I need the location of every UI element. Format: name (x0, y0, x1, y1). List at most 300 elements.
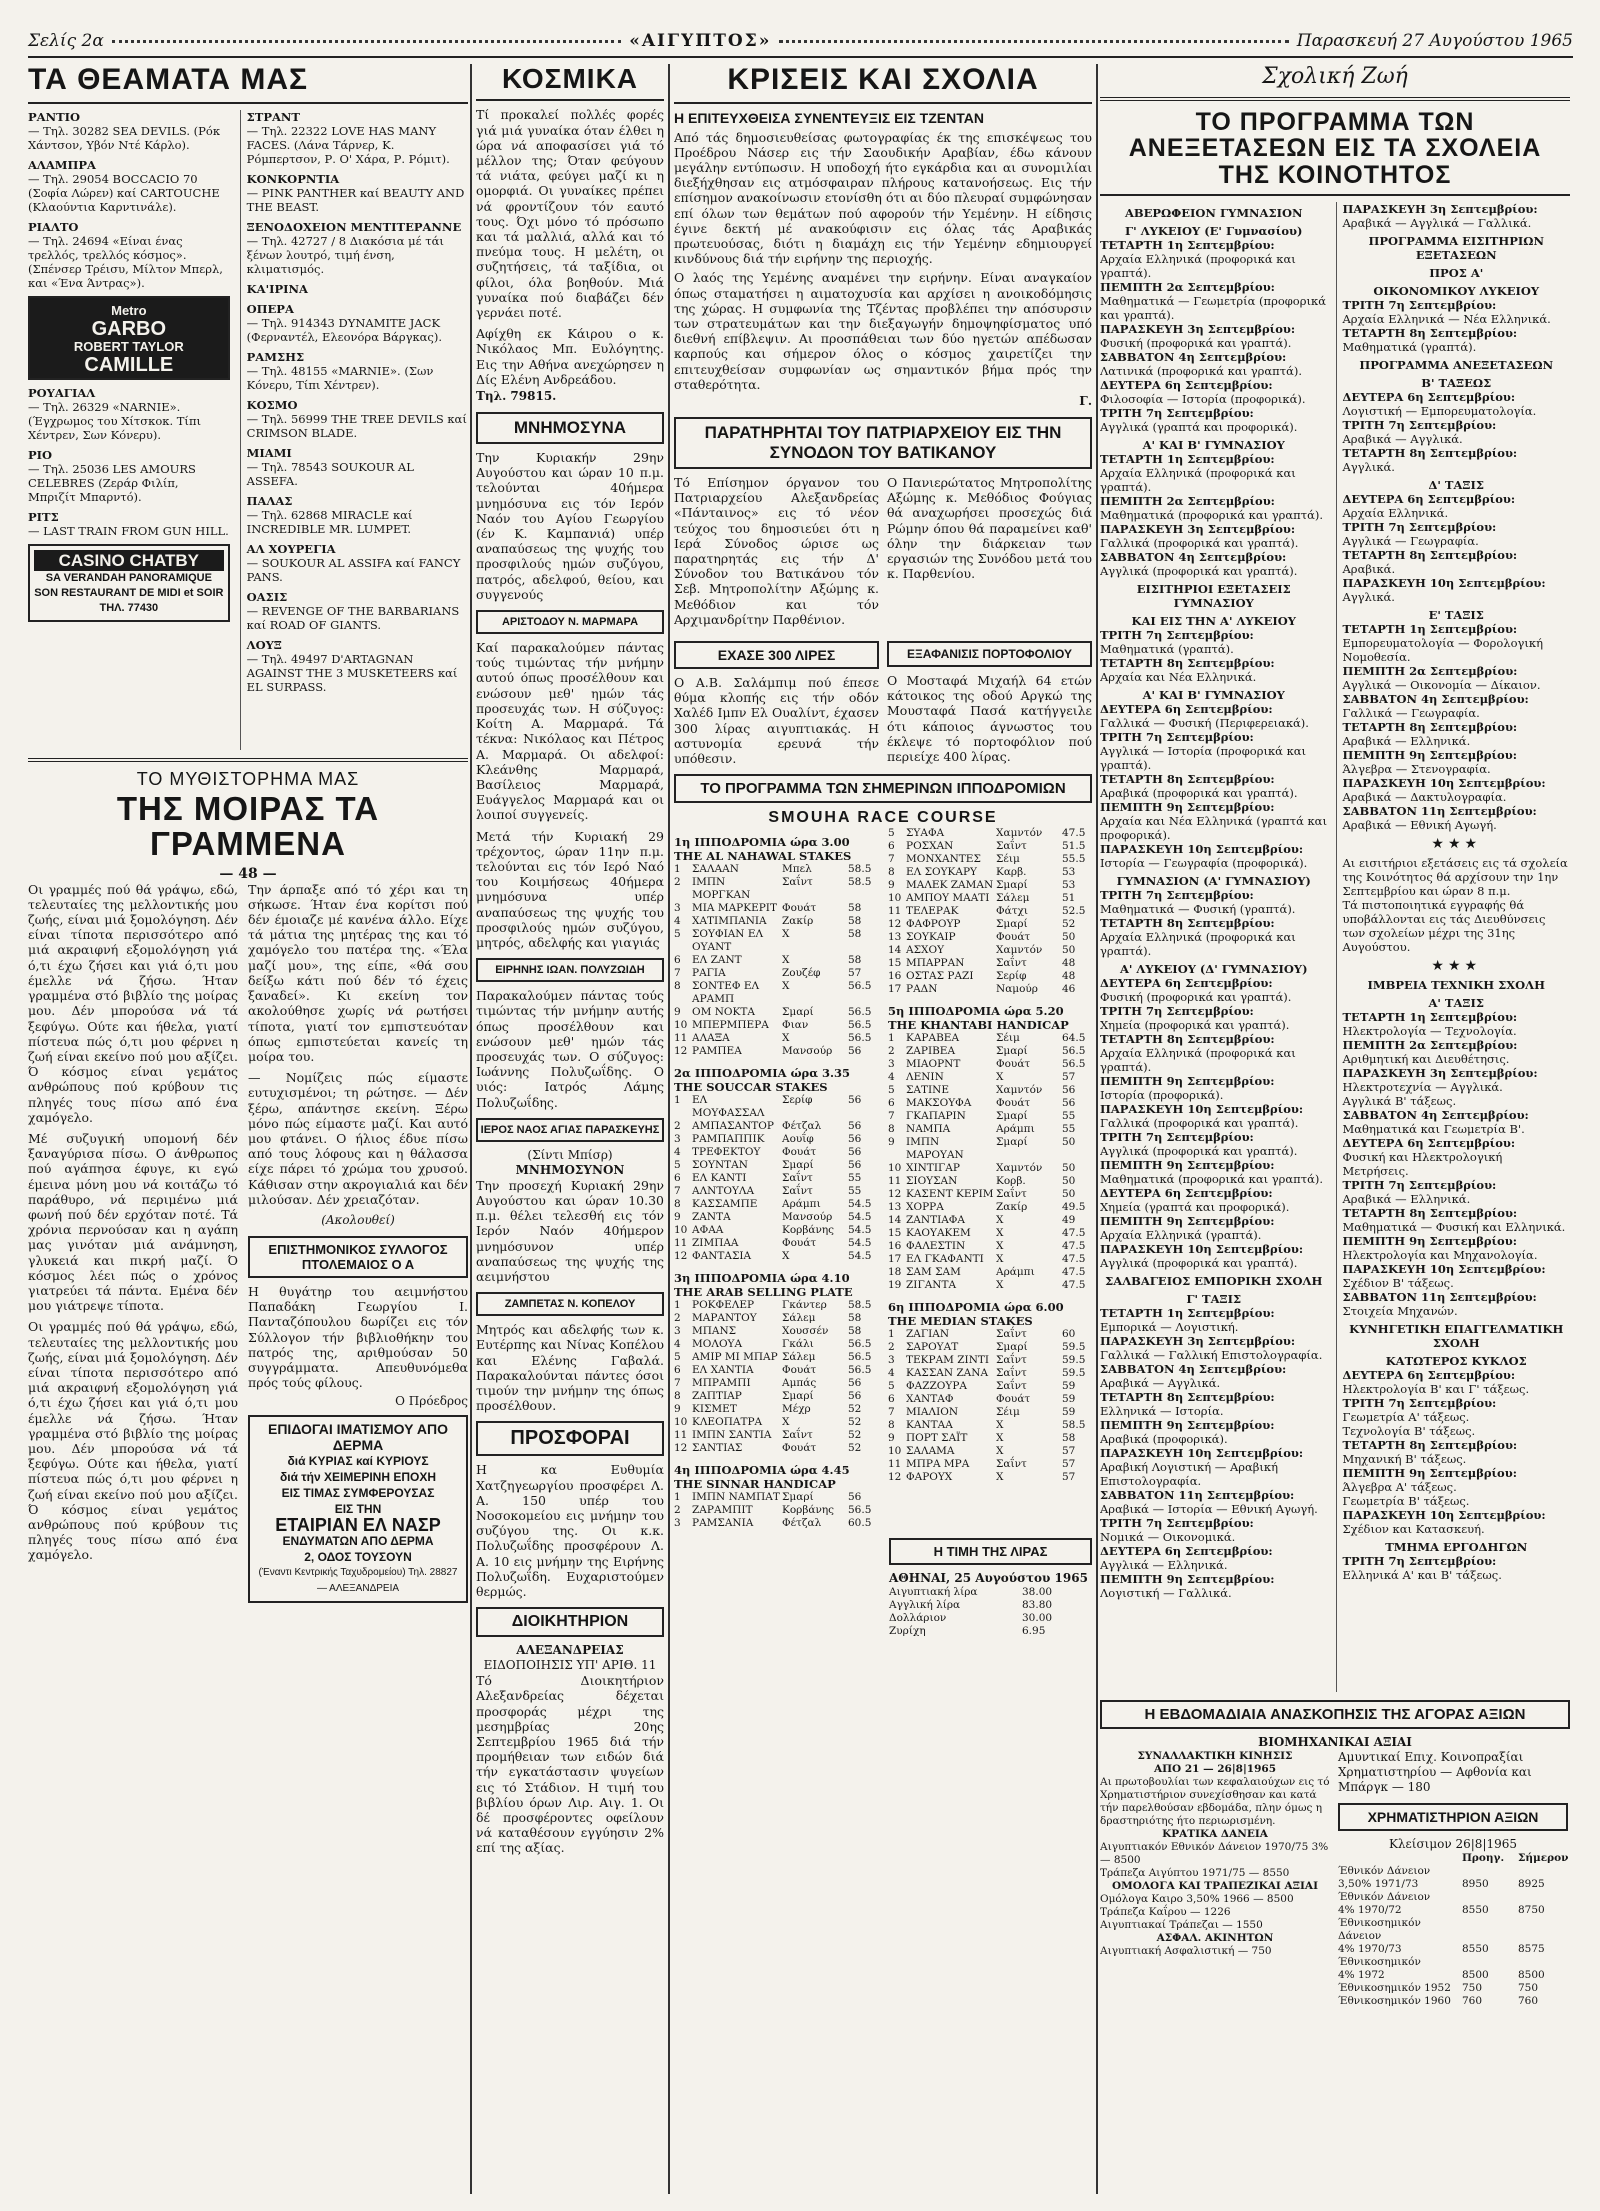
weight: 60 (1062, 1328, 1076, 1341)
exam-day: ΔΕΥΤΕΡΑ 6η Σεπτεμβρίου: (1100, 975, 1273, 990)
race-runner (888, 1058, 1092, 1071)
horse-name: ΑΜΠΑΣΑΝΤΟΡ (692, 1120, 774, 1133)
jockey-name: Γκάλι (782, 1338, 814, 1351)
race-runner (674, 980, 878, 1006)
column-entertainment (28, 64, 468, 2194)
horse-name: ΜΠΕΡΜΠΕΡΑ (692, 1019, 769, 1032)
weight: 47.5 (1062, 1253, 1086, 1266)
race-runner (674, 1120, 878, 1133)
weight: 47.5 (1062, 1240, 1086, 1253)
exam-day: ΤΕΤΑΡΤΗ 8η Σεπτεμβρίου: (1342, 1437, 1518, 1452)
runner-number: 15 (888, 1227, 902, 1240)
race-runner (888, 1445, 1092, 1458)
runner-number: 9 (888, 879, 895, 892)
exam-day: ΠΕΜΠΤΗ 9η Σεπτεμβρίου: (1342, 1465, 1517, 1480)
jockey-name: Σαΐντ (996, 1380, 1027, 1393)
market-line: Αι πρωτοβουλίαι των κεφαλαιούχων εις τό Χρηματιστήριον συνεχίσθησαν και κατά τήν παρελθούσαν εβδομάδα, πλην όμως η δραστηριότης ήτο περιωρισμένη. (1100, 1775, 1330, 1827)
market-line: Αιγυπτιακαί Τράπεζαι — 1550 (1100, 1918, 1263, 1931)
race-runner (888, 957, 1092, 970)
race-runner (674, 915, 878, 928)
jockey-name: Μανσούρ (782, 1045, 833, 1058)
cinema-name: ΛΟΥΞ (246, 637, 282, 652)
race-runner (674, 1211, 878, 1224)
horse-name: ΕΛ ΓΚΑΦΑΝΤΙ (906, 1253, 984, 1266)
cinema-program: — REVENGE OF THE BARBARIANS καί ROAD OF GIANTS. (246, 603, 460, 632)
exam-subject: Αρχαία Ελληνικά (προφορικά και γραπτά). (1100, 251, 1296, 280)
weight: 50 (1062, 931, 1076, 944)
horse-name: ΦΑΦΡΟΥΡ (906, 918, 961, 931)
exam-day: ΠΑΡΑΣΚΕΥΗ 10η Σεπτεμβρίου: (1100, 1445, 1304, 1460)
exam-subject: Αραβικά — Ελληνικά. (1342, 733, 1471, 748)
jockey-name: Αμπάς (782, 1377, 817, 1390)
church-memorial-label: ΜΝΗΜΟΣΥΝΟΝ (515, 1162, 625, 1177)
cinema-listing (28, 510, 230, 538)
race-runner (674, 1403, 878, 1416)
exam-section-heading: Γ' ΛΥΚΕΙΟΥ (Ε' Γυμνασίου) (1125, 223, 1303, 238)
race-runner (888, 1458, 1092, 1471)
jockey-name: Χ (996, 1240, 1004, 1253)
races-title: ΤΟ ΠΡΟΓΡΑΜΜΑ ΤΩΝ ΣΗΜΕΡΙΝΩΝ ΙΠΠΟΔΡΟΜΙΩΝ (674, 774, 1092, 803)
weight: 47.5 (1062, 1266, 1086, 1279)
race-runner (674, 1133, 878, 1146)
exam-day: ΠΕΜΠΤΗ 2α Σεπτεμβρίου: (1342, 1037, 1518, 1052)
cinema-listing (28, 110, 230, 152)
runner-number: 4 (888, 1071, 895, 1084)
race-heading: 5η ΙΠΠΟΔΡΟΜΙΑ ώρα 5.20 THE KHANTABI HANDICAP (888, 1004, 1069, 1033)
cinema-listing (247, 350, 468, 392)
jockey-name: Φουάτ (782, 1442, 817, 1455)
exam-day: ΤΕΤΑΡΤΗ 1η Σεπτεμβρίου: (1342, 621, 1518, 636)
exam-subject: Γεωμετρία Β' τάξεως. (1342, 1493, 1470, 1508)
weight: 55 (1062, 1123, 1076, 1136)
jockey-name: Φουάτ (782, 1146, 817, 1159)
exam-subject: Αραβικά — Δακτυλογραφία. (1342, 789, 1507, 804)
exam-day: ΤΡΙΤΗ 7η Σεπτεμβρίου: (1100, 405, 1254, 420)
exam-subject: Αι εισιτήριοι εξετάσεις εις τά σχολεία της Κοινότητος θά αρχίσουν την 1ην Σεπτεμβρίου και ώραν 8 π.μ. (1342, 855, 1568, 898)
market-line: Τράπεζα Καΐρου — 1226 (1100, 1905, 1231, 1918)
short-news-text: Ο Α.Β. Σαλάμπιμ πού έπεσε θύμα κλοπής εις τήν οδόν Χαλέδ Ιμπν Ελ Ουαλίντ, έχασεν 300 λίρας αιγυπτιακάς. Η αστυνομία ερευνά τήν υπόθεσιν. (674, 674, 879, 766)
cinema-listing (247, 302, 468, 344)
stock-column-header (1338, 1852, 1462, 1865)
jockey-name: Σαΐντ (782, 1429, 813, 1442)
exam-subject: Αρχαία Ελληνικά (προφορικά και γραπτά). (1100, 1045, 1296, 1074)
runner-number: 5 (888, 1380, 895, 1393)
market-line: Αιγυπτιακή Ασφαλιστική — 750 (1100, 1944, 1272, 1957)
comments-text: Από τάς δημοσιευθείσας φωτογραφίας έκ της επισκέψεως του Προέδρου Νάσερ εις τήν Σαουδικήν Αραβίαν, έδω κάνουν μεγάλην εντύπωσιν. Η υποδοχή ήτο εγκάρδια και αι συνομιλίαι διεξήχθησαν εις ατμόσφαιραν πλήρους κατανοήσεως. Εις τήν επίσημον ανακοίνωσιν ετονίσθη ότι αι δύο πλευραί συμφώνησαν επί όλων των θεμάτων πού αφορούν τήν Υεμένην. Η είδησις έγινε δεκτή μέ ανακούφισιν εις όλας τάς Αραβικάς πρωτευούσας, διότι η διαμάχη εις τήν Υεμένην εδημιουργεί κινδύνους διά τήν ειρήνην της περιοχής. (674, 129, 1092, 267)
ad-line: ΕΝΔΥΜΑΤΩΝ ΑΠΟ ΔΕΡΜΑ (282, 1534, 434, 1549)
current-price: 8500 (1518, 1968, 1545, 1981)
memorial-name: ΑΡΙΣΤΟΔΟΥ Ν. ΜΑΡΜΑΡΑ (476, 610, 664, 634)
weight: 57 (848, 967, 862, 980)
exam-subject: Αγγλικά (προφορικά και γραπτά). (1100, 563, 1298, 578)
runner-number: 12 (674, 1250, 688, 1263)
race-runner (888, 918, 1092, 931)
jockey-name: Χαμντόν (996, 1084, 1043, 1097)
race-runner (888, 1253, 1092, 1266)
market-line: Αιγυπτιακόν Εθνικόν Δάνειον 1970/75 3% — 8500 (1100, 1840, 1329, 1866)
exam-subject: Μαθηματικά (γραπτά). (1100, 641, 1234, 656)
race-runner (674, 1504, 878, 1517)
exam-subject: Σχέδιον Β' τάξεως. (1342, 1275, 1454, 1290)
exam-subject: Φυσική και Ηλεκτρολογική Μετρήσεις. (1342, 1149, 1503, 1178)
cinema-name: ΚΟΣΜΟ (246, 397, 298, 412)
race-runner (674, 876, 878, 902)
horse-name: ΑΛΑΞΑ (692, 1032, 730, 1045)
cinema-listing (247, 398, 468, 440)
market-line: ΑΠΟ 21 — 26|8|1965 (1153, 1762, 1277, 1775)
exam-subject: Μαθηματικά — Φυσική (γραπτά). (1100, 901, 1296, 916)
memorial-text: Παρακαλούμεν πάντας τούς τιμώντας τήν μνήμην αυτής όπως προσέλθουν και ενώσουν μεθ' ημών τάς προσευχάς των. Ο σύζυγος: Ιωάννης Πολυζωΐδης. Ο υιός: Ιατρός Λάμης Πολυζωΐδης. (476, 988, 664, 1110)
weight: 53 (1062, 866, 1076, 879)
comments-sign: Γ. (1079, 393, 1092, 408)
exam-subject: Εμπορευματολογία — Φορολογική Νομοθεσία. (1342, 635, 1543, 664)
horse-name: ΡΑΓΙΑ (692, 967, 726, 980)
weight: 60.5 (848, 1517, 872, 1530)
masthead-dotted-rule (112, 40, 621, 43)
jockey-name: Φουάτ (782, 902, 817, 915)
stock-table-header (1338, 1852, 1568, 1865)
patriarchate-text: Τό Επίσημον όργανον του Πατριαρχείου Αλεξανδρείας «Πάνταινος» εις τό νέον τεύχος του δημοσιεύει ότι η Ιερά Σύνοδος ώρισε ως παρατηρητάς εις τήν Δ' Σύνοδον του Βατικάνου τόν Σεβ. Μητροπολίτην Αξώμης κ. Μεθόδιον και τόν Αρχιμανδρίτην Παρθένιον. (674, 474, 879, 627)
cinema-listing (28, 386, 230, 442)
runner-number: 10 (888, 892, 902, 905)
jockey-name: Φουάτ (996, 1058, 1031, 1071)
weight: 56.5 (1062, 1058, 1086, 1071)
race-program (674, 827, 1092, 1530)
cinema-listing (247, 590, 468, 632)
runner-number: 8 (888, 866, 895, 879)
exam-day: ΤΕΤΑΡΤΗ 8η Σεπτεμβρίου: (1342, 547, 1518, 562)
weight: 55.5 (1062, 853, 1086, 866)
jockey-name: Αουΐφ (782, 1133, 814, 1146)
runner-number: 2 (888, 1341, 895, 1354)
runner-number: 11 (888, 905, 902, 918)
jockey-name: Ζακίρ (996, 1201, 1028, 1214)
exam-subject: Αγγλικά — Ιστορία (προφορικά και γραπτά). (1100, 743, 1307, 772)
horse-name: ΖΑΝΤΙΑΦΑ (906, 1214, 965, 1227)
exam-day: ΠΕΜΠΤΗ 2α Σεπτεμβρίου: (1100, 279, 1275, 294)
race-runner (674, 1517, 878, 1530)
jockey-name: Φιαν (782, 1019, 809, 1032)
security-name: Έθνικόν Δάνειον (1338, 1864, 1431, 1877)
cinema-program: — Τηλ. 78543 SOUKOUR AL ASSEFA. (246, 459, 414, 488)
weight: 57 (1062, 1458, 1076, 1471)
security-name: Έθνικοσημικόν Δάνειον (1338, 1916, 1421, 1942)
exam-day: ΣΑΒΒΑΤΟΝ 4η Σεπτεμβρίου: (1100, 1361, 1287, 1376)
security-name: 4% 1970/72 (1338, 1903, 1402, 1916)
weight: 59 (1062, 1380, 1076, 1393)
cinema-name: ΡΙΤΣ (28, 509, 59, 524)
previous-price: 8550 (1462, 1903, 1489, 1916)
race-runner (888, 879, 1092, 892)
exam-day: ΔΕΥΤΕΡΑ 6η Σεπτεμβρίου: (1342, 1135, 1516, 1150)
cinema-name: ΑΛΑΜΠΡΑ (28, 157, 96, 172)
weight: 51.5 (1062, 840, 1086, 853)
jockey-name: Σέιμ (996, 853, 1020, 866)
jockey-name: Σάλεμ (782, 1312, 816, 1325)
cinema-listing (28, 158, 230, 214)
exam-day: ΠΕΜΠΤΗ 2α Σεπτεμβρίου: (1100, 493, 1275, 508)
current-price (1518, 1865, 1568, 1878)
exam-subject: Ελληνικά — Ιστορία. (1100, 1403, 1224, 1418)
section-title-comments: ΚΡΙΣΕΙΣ ΚΑΙ ΣΧΟΛΙΑ (727, 64, 1039, 96)
exam-subject: Αραβικά. (1342, 561, 1396, 576)
runner-number: 17 (888, 983, 902, 996)
weight: 58.5 (1062, 1419, 1086, 1432)
exam-day: ΤΡΙΤΗ 7η Σεπτεμβρίου: (1100, 887, 1254, 902)
jockey-name: Σερίφ (782, 1094, 813, 1107)
horse-name: ΣΑΛΑΜΑ (906, 1445, 955, 1458)
cinema-name: ΡΙΑΛΤΟ (28, 219, 79, 234)
weight: 56 (848, 1094, 862, 1107)
memorial-name: ΖΑΜΠΕΤΑΣ Ν. ΚΟΠΕΛΟΥ (476, 1292, 664, 1316)
horse-name: ΑΜΠΟΥ ΜΑΑΤΙ (906, 892, 990, 905)
horse-name: ΡΑΜΠΕΑ (692, 1045, 742, 1058)
jockey-name: Σαΐντ (996, 1328, 1027, 1341)
exam-subject: Φυσική (προφορικά και γραπτά). (1100, 989, 1292, 1004)
cinema-name: ΚΑ'ΙΡΙΝΑ (246, 281, 308, 296)
section-rule (1100, 97, 1570, 101)
novel-paragraph: — Νομίζεις πώς είμαστε ευτυχισμένοι; τη ρώτησε. — Δέν ξέρω, απάντησε εκείνη. Ξέρω μόνο πώς είμαστε μαζί. Και αυτό μου φτάνει. Ο ήλιος έδυε πίσω από τους λόφους και η θάλασσα είχε πάρει τό χρώμα του χρυσού. Κάθισαν στην ακρογιαλιά και δέν μιλούσαν. Δέν χρειαζόταν. (248, 1070, 468, 1207)
weight: 54.5 (848, 1211, 872, 1224)
security-name: Έθνικοσημικόν 1952 (1338, 1981, 1451, 1994)
race-runner (888, 1188, 1092, 1201)
horse-name: ΑΦΑΑ (692, 1224, 724, 1237)
exam-subject: Σχέδιον και Κατασκευή. (1342, 1521, 1485, 1536)
exam-subject: Αραβικά (προφορικά και γραπτά). (1100, 785, 1298, 800)
exam-section-heading: Β' ΤΑΞΕΩΣ (1421, 375, 1492, 390)
exam-subject: Αρχαία Ελληνικά (γραπτά). (1100, 1227, 1262, 1242)
exam-section-heading: ΓΥΜΝΑΣΙΟΝ (Α' ΓΥΜΝΑΣΙΟΥ) (1116, 873, 1311, 888)
runner-number: 6 (888, 1097, 895, 1110)
race-runner (674, 863, 878, 876)
runner-number: 13 (888, 1201, 902, 1214)
exam-day: ΠΑΡΑΣΚΕΥΗ 3η Σεπτεμβρίου: (1342, 201, 1538, 216)
exam-day: ΣΑΒΒΑΤΟΝ 11η Σεπτεμβρίου: (1100, 1487, 1295, 1502)
stock-column-header: Σήμερον (1518, 1851, 1569, 1864)
exam-day: ΠΑΡΑΣΚΕΥΗ 10η Σεπτεμβρίου: (1342, 575, 1546, 590)
exam-day: ΤΕΤΑΡΤΗ 8η Σεπτεμβρίου: (1342, 445, 1518, 460)
security-name: Έθνικοσημικόν (1338, 1955, 1421, 1968)
runner-number: 11 (674, 1237, 688, 1250)
exam-subject: Αρχαία Ελληνικά (προφορικά και γραπτά). (1100, 929, 1296, 958)
exam-day: ΠΕΜΠΤΗ 9η Σεπτεμβρίου: (1100, 1417, 1275, 1432)
exam-subject: Γεωμετρία Α' τάξεως. (1342, 1409, 1470, 1424)
exam-subject: Ηλεκτροτεχνία — Αγγλικά. (1342, 1079, 1503, 1094)
weight: 52.5 (1062, 905, 1086, 918)
exam-day: ΠΑΡΑΣΚΕΥΗ 10η Σεπτεμβρίου: (1100, 841, 1304, 856)
cinema-listing (247, 638, 468, 694)
jockey-name: Χ (996, 1432, 1004, 1445)
runner-number: 11 (888, 1458, 902, 1471)
horse-name: ΦΑΖΖΟΥΡΑ (906, 1380, 967, 1393)
runner-number: 1 (888, 1032, 895, 1045)
jockey-name: Χ (996, 1253, 1004, 1266)
horse-name: ΡΟΣΧΑΝ (906, 840, 954, 853)
short-news-title: ΕΞΑΦΑΝΙΣΙΣ ΠΟΡΤΟΦΟΛΙΟΥ (887, 641, 1092, 667)
ad-line: διά τήν ΧΕΙΜΕΡΙΝΗ ΕΠΟΧΗ (279, 1470, 437, 1485)
previous-price: 8550 (1462, 1942, 1489, 1955)
horse-name: ΚΛΕΟΠΑΤΡΑ (692, 1416, 763, 1429)
jockey-name: Γκάντερ (782, 1299, 827, 1312)
weight: 56.5 (848, 980, 872, 993)
runner-number: 7 (888, 853, 895, 866)
horse-name: ΖΑΡΑΜΠΙΤ (692, 1504, 753, 1517)
stock-exchange-title: ΧΡΗΜΑΤΙΣΤΗΡΙΟΝ ΑΞΙΩΝ (1338, 1803, 1568, 1831)
cinema-name: ΚΟΝΚΟΡΝΤΙΑ (246, 171, 340, 186)
horse-name: ΤΕΚΡΑΜ ΖΙΝΤΙ (906, 1354, 990, 1367)
novel-body (28, 882, 468, 1610)
runner-number: 1 (674, 1299, 681, 1312)
weight: 58 (848, 915, 862, 928)
exam-day: ΤΡΙΤΗ 7η Σεπτεμβρίου: (1100, 729, 1254, 744)
masthead-dotted-rule (779, 40, 1288, 43)
jockey-name: Σαΐντ (996, 1458, 1027, 1471)
jockey-name: Φουάτ (782, 1237, 817, 1250)
horse-name: ΖΑΝΤΑ (692, 1211, 731, 1224)
weight: 49 (1062, 1214, 1076, 1227)
jockey-name: Σμαρί (996, 1341, 1028, 1354)
exam-day: ΤΕΤΑΡΤΗ 8η Σεπτεμβρίου: (1342, 325, 1518, 340)
exam-subject: Αραβικά (προφορικά). (1100, 1431, 1228, 1446)
exam-subject: Αγγλικά — Γεωγραφία. (1342, 533, 1479, 548)
race-course: SMOUHA RACE COURSE (768, 809, 998, 827)
cinema-listing (247, 494, 468, 536)
exam-section-heading: Γ' ΤΑΞΙΣ (1186, 1291, 1242, 1306)
runner-number: 5 (674, 1159, 681, 1172)
race-runner (674, 1390, 878, 1403)
jockey-name: Σαΐντ (996, 1367, 1027, 1380)
section-rule (476, 99, 664, 101)
horse-name: ΜΑΛΕΚ ΖΑΜΑΝ (906, 879, 994, 892)
race-runner (888, 1032, 1092, 1045)
exam-section-heading: ΠΡΟΓΡΑΜΜΑ ΑΝΕΞΕΤΑΣΕΩΝ (1359, 357, 1554, 372)
weight: 51 (1062, 892, 1076, 905)
previous-price (1462, 1865, 1518, 1878)
cinema-listings-right (240, 110, 468, 750)
exam-subject: Άλγεβρα Α' τάξεως. (1342, 1479, 1457, 1494)
horse-name: ΖΑΠΤΙΑΡ (692, 1390, 742, 1403)
runner-number: 15 (888, 957, 902, 970)
horse-name: ΣΟΝΤΕΦ ΕΛ ΑΡΑΜΠ (692, 980, 760, 1006)
jockey-name: Φουάτ (996, 1393, 1031, 1406)
cinema-listing (247, 172, 468, 214)
exam-subject: Μαθηματικά και Γεωμετρία Β'. (1342, 1121, 1525, 1136)
weight: 56 (848, 1159, 862, 1172)
runner-number: 9 (888, 1136, 895, 1149)
runner-number: 7 (674, 967, 681, 980)
horse-name: ΡΟΚΦΕΛΕΡ (692, 1299, 755, 1312)
column-comments (674, 64, 1092, 2194)
race-heading: 2α ΙΠΠΟΔΡΟΜΙΑ ώρα 3.35 THE SOUCCAR STAKES (674, 1066, 851, 1095)
weight: 48 (1062, 957, 1076, 970)
weight: 55 (848, 1185, 862, 1198)
market-line: ΚΡΑΤΙΚΑ ΔΑΝΕΙΑ (1162, 1827, 1268, 1840)
weight: 50 (1062, 1162, 1076, 1175)
horse-name: ΣΟΥΚΑΙΡ (906, 931, 956, 944)
exam-section-heading: ΙΜΒΡΕΙΑ ΤΕΧΝΙΚΗ ΣΧΟΛΗ (1367, 977, 1545, 992)
jockey-name: Φουάτ (996, 931, 1031, 944)
race-runner (674, 1032, 878, 1045)
exam-day: ΔΕΥΤΕΡΑ 6η Σεπτεμβρίου: (1342, 1367, 1516, 1382)
exam-day: ΤΡΙΤΗ 7η Σεπτεμβρίου: (1100, 1003, 1254, 1018)
market-body (1100, 1750, 1570, 2008)
horse-name: ΚΑΝΤΑΑ (906, 1419, 953, 1432)
race-runner (674, 1491, 878, 1504)
exam-day: ΠΕΜΠΤΗ 9η Σεπτεμβρίου: (1100, 799, 1275, 814)
weight: 48 (1062, 970, 1076, 983)
exam-subject: Λατινικά (προφορικά και γραπτά). (1100, 363, 1302, 378)
jockey-name: Χ (782, 928, 790, 941)
race-heading: 6η ΙΠΠΟΔΡΟΜΙΑ ώρα 6.00 THE MEDIAN STAKES (888, 1300, 1064, 1329)
horse-name: ΦΑΛΕΣΤΙΝ (906, 1240, 966, 1253)
runner-number: 10 (674, 1019, 688, 1032)
race-runner (888, 1084, 1092, 1097)
currency-rate: 30.00 (1022, 1612, 1053, 1625)
exam-day: ΤΕΤΑΡΤΗ 1η Σεπτεμβρίου: (1100, 1305, 1275, 1320)
cinema-program: — Τηλ. 48155 «MARNIE». (Σων Κόνερυ, Τίπι Χέντρεν). (246, 363, 434, 392)
exam-subject: Τά πιστοποιητικά εγγραφής θά υποβάλλονται εις τάς Διευθύνσεις των σχολείων μέχρι της 31ης Αυγούστου. (1342, 897, 1546, 954)
weight: 55 (848, 1172, 862, 1185)
exam-subject: Μαθηματικά (προφορικά και γραπτά). (1100, 1171, 1324, 1186)
ad-line: SA VERANDAH PANORAMIQUE (45, 571, 212, 584)
current-price (1518, 1891, 1568, 1904)
runner-number: 3 (888, 1058, 895, 1071)
exam-section-heading: ΑΒΕΡΩΦΕΙΟΝ ΓΥΜΝΑΣΙΟΝ (1124, 205, 1303, 220)
jockey-name: Σέιμ (996, 1406, 1020, 1419)
jockey-name: Μπελ (782, 863, 812, 876)
runner-number: 4 (888, 1367, 895, 1380)
ad-line: SON RESTAURANT DE MIDI et SOIR (34, 586, 224, 599)
weight: 52 (1062, 918, 1076, 931)
race-runner (888, 983, 1092, 996)
jockey-name: Σμαρί (996, 1136, 1028, 1149)
column-divider (1096, 64, 1098, 2194)
cinema-program: — Τηλ. 914343 DYNAMITE JACK (Φερναντέλ, Ελεονόρα Βάργκας). (246, 315, 443, 344)
exchange-row (889, 1599, 1092, 1612)
race-runner (888, 1045, 1092, 1058)
jockey-name: Χ (996, 1445, 1004, 1458)
jockey-name: Ζακίρ (782, 915, 814, 928)
weight: 56 (848, 1491, 862, 1504)
runner-number: 11 (674, 1032, 688, 1045)
stock-row (1338, 1943, 1568, 1956)
exam-section-heading: ΠΡΟΓΡΑΜΜΑ ΕΙΣΙΤΗΡΙΩΝ ΕΞΕΤΑΣΕΩΝ (1368, 233, 1544, 262)
runner-number: 1 (674, 1491, 681, 1504)
runner-number: 3 (888, 1354, 895, 1367)
horse-name: ΙΜΠΝ ΜΑΡΟΥΑΝ (906, 1136, 964, 1162)
jockey-name: Ναμούρ (996, 983, 1038, 996)
horse-name: ΧΑΝΤΑΦ (906, 1393, 954, 1406)
horse-name: ΣΟΥΝΤΑΝ (692, 1159, 748, 1172)
exam-subject: Μαθηματικά — Γεωμετρία (προφορικά και γραπτά). (1100, 293, 1326, 322)
race-runner (888, 1419, 1092, 1432)
offers-text: Η κα Ευθυμία Χατζηγεωργίου προσφέρει Λ. Α. 150 υπέρ του Νοσοκομείου εις μνήμην του συζύγου της. Οι κ.κ. Πολυζωΐδης προσφέρουν Λ. Α. 10 εις μνήμην της Ειρήνης Πολυζωΐδη. Ευχαριστούμεν θερμώς. (476, 1462, 664, 1600)
cinema-program: — Τηλ. 22322 LOVE HAS MANY FACES. (Λάνα Τάρνερ, Κ. Ρόμπερτσον, Ρ. Ο' Χάρα, Ρ. Ρόμιτ). (246, 123, 450, 166)
horse-name: ΝΑΜΠΑ (906, 1123, 951, 1136)
cinema-program: — Τηλ. 29054 BOCCACIO 70 (Σοφία Λώρεν) καί CARTOUCHE (Κλαούντια Καρντινάλε). (28, 171, 220, 214)
previous-price: 760 (1462, 1994, 1483, 2007)
column-divider (470, 64, 472, 2194)
race-runner (888, 931, 1092, 944)
stock-row (1338, 1969, 1568, 1982)
memorial-text: Μητρός και αδελφής των κ. Ευτέρπης και Νίνας Κοπέλου και Ελένης Γαβαλά. Παρακαλούνται πάντες όσοι τιμούν την μνήμην της όπως προσέλθουν. (476, 1322, 664, 1414)
offers-title: ΠΡΟΣΦΟΡΑΙ (476, 1421, 664, 1456)
race-runner (888, 892, 1092, 905)
exam-day: ΤΡΙΤΗ 7η Σεπτεμβρίου: (1100, 1515, 1254, 1530)
race-runner (888, 1432, 1092, 1445)
weight: 47.5 (1062, 827, 1086, 840)
jockey-name: Φουάτ (996, 1097, 1031, 1110)
